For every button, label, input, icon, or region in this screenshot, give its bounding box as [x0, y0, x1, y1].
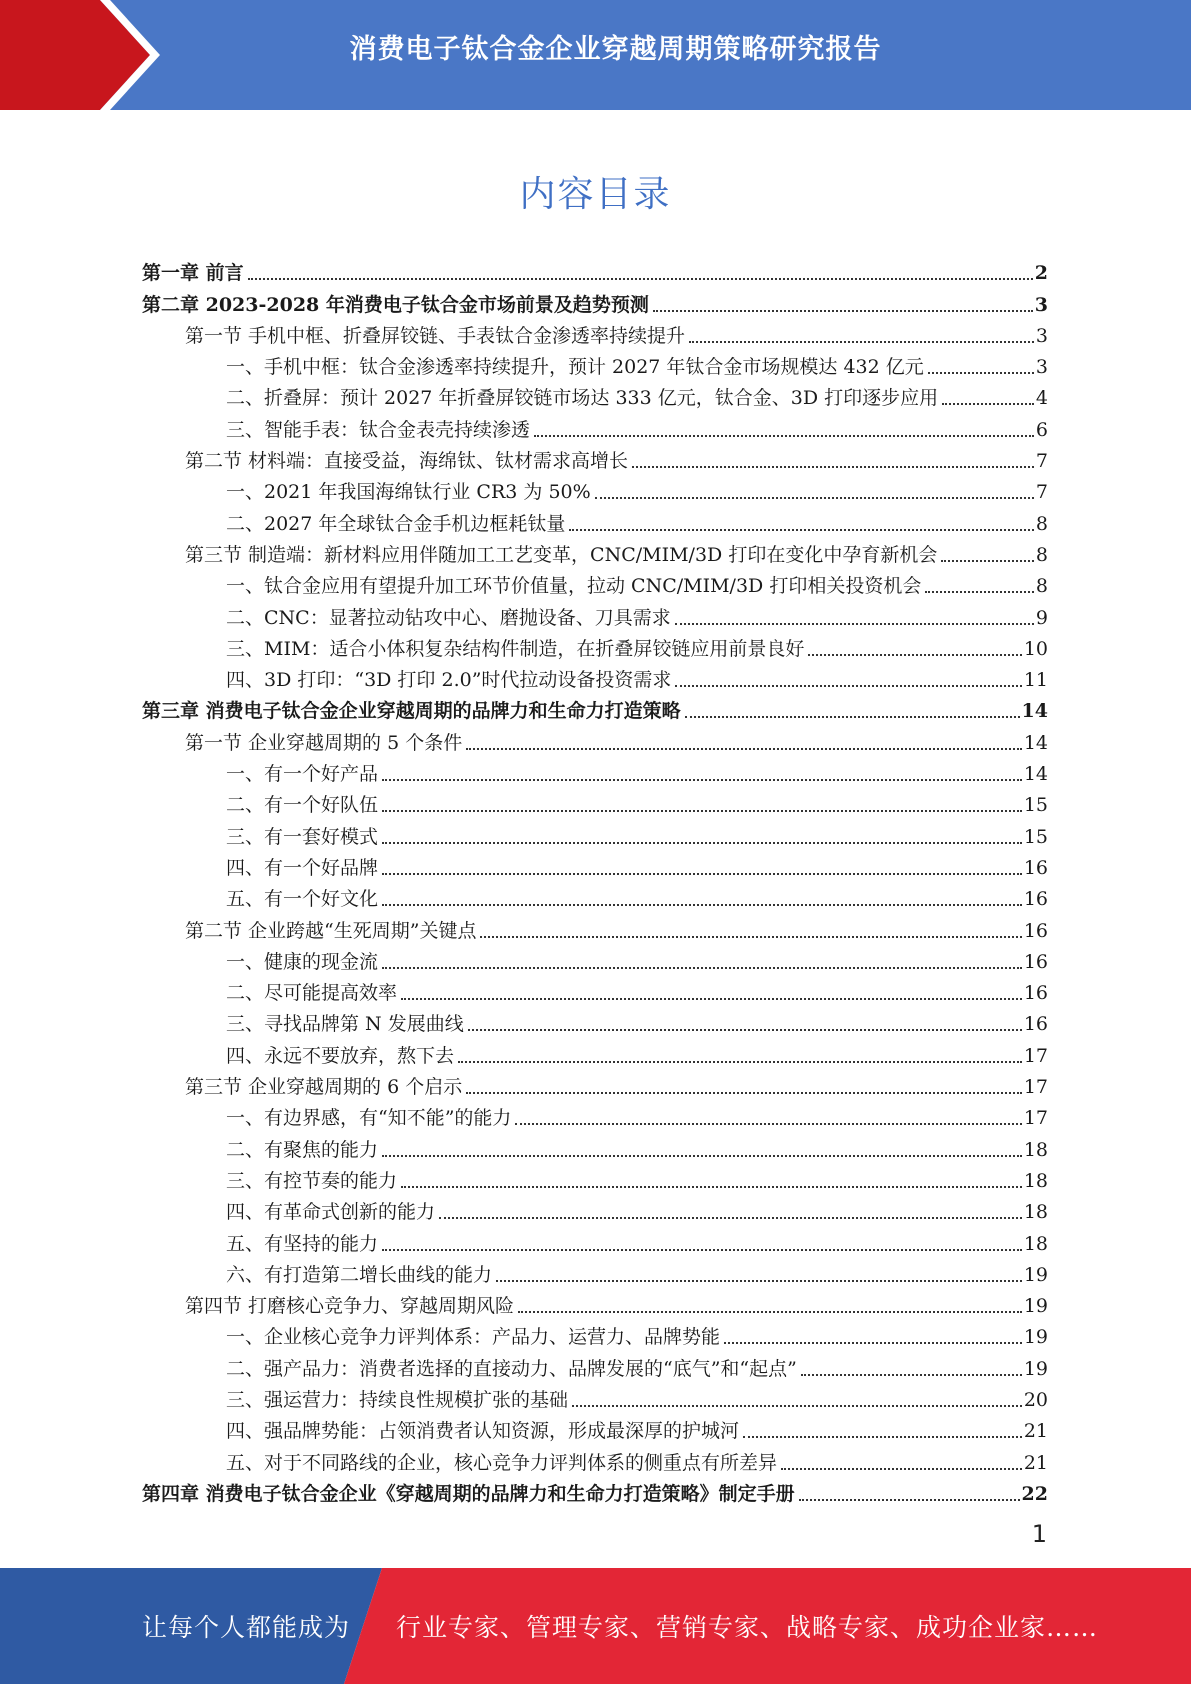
toc-dot-leader	[515, 1122, 1021, 1125]
toc-entry[interactable]	[142, 911, 1048, 942]
toc-entry-title: 一、健康的现金流	[226, 950, 379, 973]
toc-dot-leader	[466, 747, 1022, 750]
toc-dot-leader	[572, 1404, 1022, 1407]
toc-entry[interactable]	[142, 1099, 1048, 1130]
toc-dot-leader	[468, 1028, 1022, 1031]
toc-dot-leader	[928, 371, 1034, 374]
toc-entry-title: 第二章 2023-2028 年消费电子钛合金市场前景及趋势预测	[142, 293, 649, 316]
toc-dot-leader	[401, 997, 1022, 1000]
toc-entry-page: 8	[1035, 543, 1048, 566]
toc-entry-title: 四、3D 打印：“3D 打印 2.0”时代拉动设备投资需求	[226, 669, 672, 692]
toc-dot-leader	[382, 809, 1022, 812]
toc-entry[interactable]	[142, 1068, 1048, 1099]
page-number: 1	[1031, 1520, 1047, 1548]
toc-entry[interactable]	[142, 1349, 1048, 1380]
toc-dot-leader	[799, 1498, 1020, 1501]
toc-entry[interactable]	[142, 536, 1048, 567]
toc-entry-page: 2	[1034, 262, 1048, 285]
toc-entry-page: 8	[1035, 512, 1048, 535]
toc-entry-title: 一、手机中框：钛合金渗透率持续提升，预计 2027 年钛合金市场规模达 432 亿元	[226, 356, 924, 379]
toc-entry-page: 20	[1023, 1388, 1048, 1411]
toc-dot-leader	[724, 1341, 1022, 1344]
toc-entry-page: 16	[1023, 888, 1048, 911]
toc-entry[interactable]	[142, 1162, 1048, 1193]
toc-entry-page: 14	[1021, 700, 1048, 723]
toc-entry[interactable]	[142, 1005, 1048, 1036]
page-header-band	[0, 0, 1191, 110]
toc-dot-leader	[439, 1216, 1022, 1219]
toc-entry[interactable]	[142, 317, 1048, 348]
toc-entry-title: 三、有一套好模式	[226, 825, 379, 848]
toc-entry-page: 10	[1023, 637, 1048, 660]
toc-entry[interactable]	[142, 1287, 1048, 1318]
toc-entry-title: 四、有一个好品牌	[226, 856, 379, 879]
toc-entry-title: 第四节 打磨核心竞争力、穿越周期风险	[185, 1295, 515, 1318]
toc-entry-page: 9	[1035, 606, 1048, 629]
toc-entry[interactable]	[142, 630, 1048, 661]
toc-dot-leader	[534, 434, 1034, 437]
toc-entry[interactable]	[142, 1381, 1048, 1412]
toc-entry-title: 三、有控节奏的能力	[226, 1169, 398, 1192]
toc-entry-page: 15	[1023, 825, 1048, 848]
toc-dot-leader	[808, 653, 1021, 656]
toc-dot-leader	[801, 1373, 1022, 1376]
toc-dot-leader	[569, 528, 1034, 531]
toc-entry-title: 第四章 消费电子钛合金企业《穿越周期的品牌力和生命力打造策略》制定手册	[142, 1482, 795, 1505]
toc-entry-title: 四、有革命式创新的能力	[226, 1201, 436, 1224]
toc-entry-title: 一、有边界感，有“知不能”的能力	[226, 1107, 512, 1130]
toc-dot-leader	[632, 465, 1034, 468]
toc-entry-title: 第一节 企业穿越周期的 5 个条件	[185, 731, 463, 754]
toc-entry-page: 4	[1035, 387, 1048, 410]
toc-entry-title: 五、对于不同路线的企业，核心竞争力评判体系的侧重点有所差异	[226, 1451, 778, 1474]
toc-dot-leader	[401, 1185, 1022, 1188]
toc-entry-title: 第二节 材料端：直接受益，海绵钛、钛材需求高增长	[185, 450, 629, 473]
toc-entry[interactable]	[142, 723, 1048, 754]
toc-entry[interactable]	[142, 1036, 1048, 1067]
toc-dot-leader	[685, 715, 1020, 718]
toc-entry-page: 19	[1023, 1357, 1048, 1380]
toc-entry-title: 第三节 制造端：新材料应用伴随加工工艺变革，CNC/MIM/3D 打印在变化中孕育新机会	[185, 543, 938, 566]
toc-entry-title: 一、钛合金应用有望提升加工环节价值量，拉动 CNC/MIM/3D 打印相关投资机会	[226, 575, 922, 598]
toc-entry[interactable]	[142, 1193, 1048, 1224]
toc-entry-page: 6	[1035, 418, 1048, 441]
toc-entry[interactable]	[142, 1318, 1048, 1349]
toc-heading: 内容目录	[519, 174, 672, 215]
toc-entry[interactable]	[142, 1475, 1048, 1506]
toc-entry-title: 二、有一个好队伍	[226, 794, 379, 817]
toc-entry[interactable]	[142, 1130, 1048, 1161]
toc-entry-title: 二、2027 年全球钛合金手机边框耗钛量	[226, 512, 566, 535]
toc-entry[interactable]	[142, 974, 1048, 1005]
toc-entry-page: 17	[1023, 1044, 1048, 1067]
toc-entry[interactable]	[142, 1443, 1048, 1474]
toc-dot-leader	[675, 622, 1034, 625]
toc-entry[interactable]	[142, 1224, 1048, 1255]
footer-slogan-left: 让每个人都能成为	[142, 1613, 351, 1642]
toc-entry-page: 7	[1035, 450, 1048, 473]
toc-entry-page: 16	[1023, 919, 1048, 942]
toc-entry[interactable]	[142, 880, 1048, 911]
toc-dot-leader	[382, 872, 1022, 875]
toc-dot-leader	[382, 903, 1022, 906]
toc-entry-title: 第一节 手机中框、折叠屏铰链、手表钛合金渗透率持续提升	[185, 324, 686, 347]
toc-entry-page: 14	[1023, 731, 1048, 754]
toc-entry-title: 第二节 企业跨越“生死周期”关键点	[185, 919, 477, 942]
toc-entry[interactable]	[142, 442, 1048, 473]
toc-entry[interactable]	[142, 473, 1048, 504]
toc-dot-leader	[458, 1060, 1022, 1063]
toc-entry-page: 16	[1023, 982, 1048, 1005]
toc-entry-page: 16	[1023, 856, 1048, 879]
toc-entry[interactable]	[142, 817, 1048, 848]
toc-entry-title: 四、强品牌势能：占领消费者认知资源，形成最深厚的护城河	[226, 1420, 740, 1443]
toc-dot-leader	[480, 935, 1021, 938]
toc-entry-title: 四、永远不要放弃，熬下去	[226, 1044, 455, 1067]
toc-dot-leader	[941, 559, 1034, 562]
toc-entry[interactable]	[142, 348, 1048, 379]
toc-dot-leader	[382, 966, 1022, 969]
toc-entry-page: 7	[1035, 481, 1048, 504]
toc-entry-page: 21	[1023, 1451, 1048, 1474]
toc-entry[interactable]	[142, 598, 1048, 629]
toc-entry-page: 18	[1023, 1138, 1048, 1161]
toc-entry[interactable]	[142, 410, 1048, 441]
toc-dot-leader	[518, 1310, 1022, 1313]
toc-entry[interactable]	[142, 285, 1048, 316]
toc-entry[interactable]	[142, 1412, 1048, 1443]
toc-entry-page: 21	[1023, 1420, 1048, 1443]
toc-entry-title: 一、2021 年我国海绵钛行业 CR3 为 50%	[226, 481, 591, 504]
toc-entry-title: 一、企业核心竞争力评判体系：产品力、运营力、品牌势能	[226, 1326, 721, 1349]
toc-entry-title: 三、寻找品牌第 N 发展曲线	[226, 1013, 464, 1036]
toc-entry-page: 17	[1023, 1107, 1048, 1130]
toc-entry-page: 11	[1023, 669, 1048, 692]
toc-dot-leader	[466, 1091, 1022, 1094]
toc-entry-title: 二、CNC：显著拉动钻攻中心、磨抛设备、刀具需求	[226, 606, 671, 629]
toc-entry-page: 19	[1023, 1263, 1048, 1286]
toc-entry-title: 第三章 消费电子钛合金企业穿越周期的品牌力和生命力打造策略	[142, 700, 681, 723]
footer-slogan-right: 行业专家、管理专家、营销专家、战略专家、成功企业家……	[396, 1613, 1099, 1642]
toc-dot-leader	[743, 1435, 1022, 1438]
toc-entry-title: 一、有一个好产品	[226, 763, 379, 786]
toc-entry[interactable]	[142, 567, 1048, 598]
toc-entry-title: 二、强产品力：消费者选择的直接动力、品牌发展的“底气”和“起点”	[226, 1357, 797, 1380]
toc-entry-title: 三、强运营力：持续良性规模扩张的基础	[226, 1388, 569, 1411]
toc-entry-page: 18	[1023, 1201, 1048, 1224]
toc-dot-leader	[653, 309, 1033, 312]
report-title: 消费电子钛合金企业穿越周期策略研究报告	[349, 34, 882, 65]
toc-entry-title: 二、尽可能提高效率	[226, 982, 398, 1005]
toc-dot-leader	[595, 496, 1034, 499]
toc-entry-title: 二、折叠屏：预计 2027 年折叠屏铰链市场达 333 亿元，钛合金、3D 打印逐步应用	[226, 387, 939, 410]
toc-entry-page: 22	[1021, 1482, 1048, 1505]
toc-entry[interactable]	[142, 661, 1048, 692]
toc-entry-page: 17	[1023, 1076, 1048, 1099]
toc-entry[interactable]	[142, 755, 1048, 786]
toc-dot-leader	[382, 841, 1022, 844]
toc-entry[interactable]	[142, 849, 1048, 880]
toc-dot-leader	[781, 1467, 1022, 1470]
toc-entry-page: 3	[1035, 324, 1048, 347]
toc-entry-title: 三、MIM：适合小体积复杂结构件制造，在折叠屏铰链应用前景良好	[226, 637, 805, 660]
toc-entry-title: 六、有打造第二增长曲线的能力	[226, 1263, 493, 1286]
toc-dot-leader	[925, 590, 1034, 593]
toc-entry-title: 第一章 前言	[142, 262, 244, 285]
toc-dot-leader	[382, 778, 1022, 781]
toc-dot-leader	[689, 340, 1034, 343]
page-footer-band	[0, 1568, 1191, 1684]
toc-entry-page: 18	[1023, 1232, 1048, 1255]
toc-entry-page: 19	[1023, 1326, 1048, 1349]
toc-dot-leader	[942, 402, 1034, 405]
toc-entry-page: 3	[1034, 293, 1048, 316]
toc-dot-leader	[675, 684, 1021, 687]
toc-dot-leader	[248, 277, 1033, 280]
toc-entry-page: 16	[1023, 1013, 1048, 1036]
toc-dot-leader	[382, 1154, 1022, 1157]
toc-entry-page: 19	[1023, 1295, 1048, 1318]
table-of-contents	[142, 254, 1048, 1506]
toc-entry-page: 18	[1023, 1169, 1048, 1192]
toc-entry-title: 三、智能手表：钛合金表壳持续渗透	[226, 418, 531, 441]
toc-dot-leader	[382, 1248, 1022, 1251]
toc-entry-page: 14	[1023, 763, 1048, 786]
toc-entry[interactable]	[142, 504, 1048, 535]
toc-entry[interactable]	[142, 1256, 1048, 1287]
toc-entry-page: 16	[1023, 950, 1048, 973]
toc-entry-title: 第三节 企业穿越周期的 6 个启示	[185, 1076, 463, 1099]
toc-entry[interactable]	[142, 786, 1048, 817]
toc-entry[interactable]	[142, 943, 1048, 974]
toc-entry-title: 五、有一个好文化	[226, 888, 379, 911]
toc-entry-page: 15	[1023, 794, 1048, 817]
toc-entry-title: 五、有坚持的能力	[226, 1232, 379, 1255]
toc-entry[interactable]	[142, 379, 1048, 410]
toc-entry-title: 二、有聚焦的能力	[226, 1138, 379, 1161]
toc-entry[interactable]	[142, 254, 1048, 285]
toc-dot-leader	[496, 1279, 1022, 1282]
toc-entry-page: 8	[1035, 575, 1048, 598]
toc-entry[interactable]	[142, 692, 1048, 723]
toc-entry-page: 3	[1035, 356, 1048, 379]
